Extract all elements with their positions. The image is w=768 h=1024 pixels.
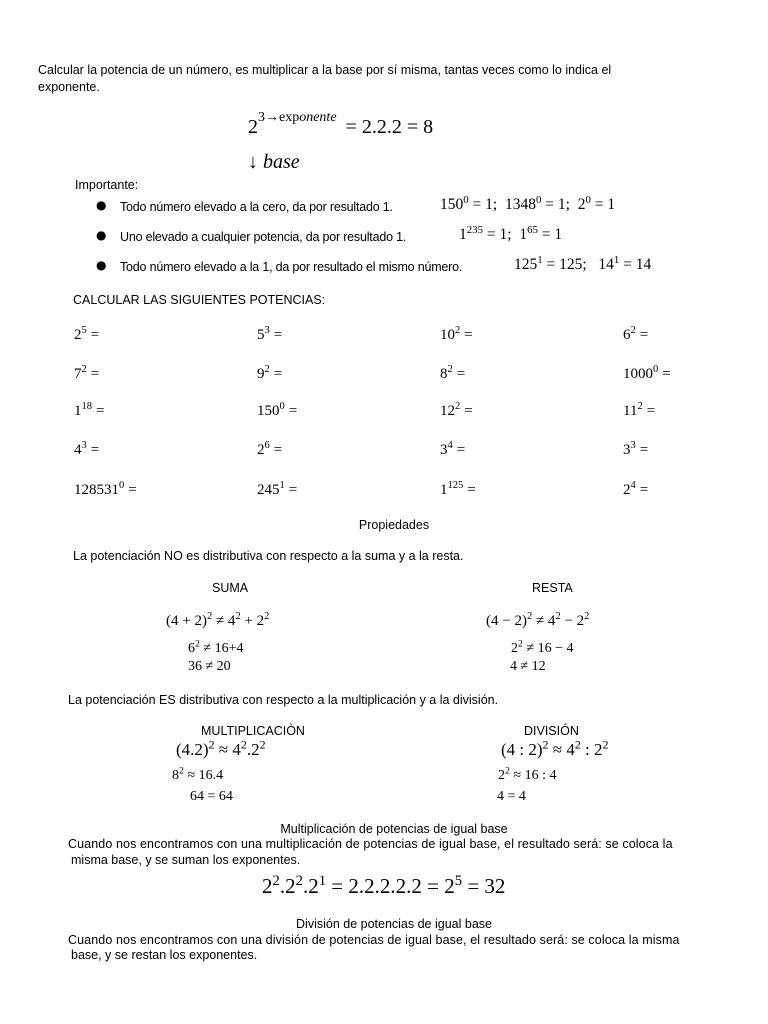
- ejercicio-item: [440, 403, 473, 420]
- no-distributiva-text: La potenciación NO es distributiva con respecto a la suma y a la resta.: [73, 549, 464, 563]
- math-base: 125: [514, 256, 538, 273]
- math-exp: 0: [535, 193, 542, 206]
- ejercicio-item: [257, 442, 282, 459]
- ejercicio-item: [74, 403, 104, 420]
- ejercicio-item: [257, 403, 297, 420]
- resta-line-2: [511, 638, 574, 657]
- importante-bullet-3-text: Todo número elevado a la 1, da por resultado el mismo número.: [120, 260, 463, 274]
- ejercicio-item: [440, 442, 465, 459]
- ejercicio-exp: 2: [455, 325, 461, 336]
- ejercicio-equals: =: [96, 403, 105, 419]
- ejercicio-equals: =: [464, 327, 473, 343]
- ejercicio-item: [74, 442, 99, 459]
- main-formula-exp-italic: onente: [299, 110, 337, 126]
- bullet-dot-icon: ●: [96, 258, 107, 272]
- math-exp: 2: [542, 737, 549, 752]
- math-exp: 2: [555, 611, 561, 622]
- importante-bullet-1-math: [440, 193, 616, 214]
- suma-line-1: [166, 613, 269, 630]
- ejercicio-base: 128531: [74, 482, 119, 498]
- ejercicio-base: 6: [623, 327, 631, 343]
- main-formula-exp: 3→exp: [258, 110, 300, 126]
- ejercicio-equals: =: [464, 403, 473, 419]
- ejercicio-equals: =: [90, 366, 100, 382]
- importante-bullet-2-text: Uno elevado a cualquier potencia, da por resultado 1.: [120, 230, 407, 244]
- math-exp: 0: [585, 193, 591, 206]
- ejercicio-base: 150: [257, 403, 280, 419]
- ejercicios-title: CALCULAR LAS SIGUIENTES POTENCIAS:: [73, 293, 326, 307]
- math-exp: 5: [454, 873, 463, 889]
- math-exp: 2: [574, 737, 581, 752]
- math-exp: 2: [602, 737, 609, 752]
- propiedades-title: Propiedades: [358, 518, 430, 532]
- ejercicio-exp: 0: [653, 364, 659, 375]
- ejercicio-exp: 125: [447, 480, 464, 491]
- math-exp: 2: [259, 737, 266, 752]
- importante-bullet-1-text: Todo número elevado a la cero, da por resultado 1.: [120, 200, 393, 214]
- base-label-line: [248, 151, 300, 174]
- ejercicio-equals: =: [662, 366, 671, 382]
- mult-igual-base-line-2: misma base, y se suman los exponentes.: [71, 853, 301, 867]
- ejercicio-exp: 3: [264, 325, 270, 336]
- ejercicio-item: [74, 366, 99, 383]
- math-part: (4 + 2): [166, 613, 207, 629]
- ejercicio-item: [440, 327, 473, 344]
- ejercicio-base: 2: [257, 442, 265, 458]
- ejercicio-exp: 2: [637, 401, 643, 412]
- math-exp: 0: [463, 193, 469, 206]
- ejercicio-base: 1: [440, 482, 448, 498]
- math-part: (4.2): [176, 740, 209, 759]
- ejercicio-item: [257, 366, 282, 383]
- math-exp: 65: [527, 223, 538, 236]
- math-exp: 2: [195, 638, 200, 650]
- math-exp: 2: [518, 638, 523, 650]
- division-line-2: [498, 765, 557, 784]
- multiplicacion-line-1: [176, 737, 266, 760]
- ejercicio-exp: 2: [447, 364, 453, 375]
- ejercicio-item: [623, 327, 648, 344]
- main-formula: [248, 110, 434, 139]
- ejercicio-equals: =: [288, 403, 298, 419]
- math-rest: = 1;: [468, 196, 498, 213]
- math-rest: = 14: [619, 256, 652, 273]
- math-part: ≠ 4: [532, 613, 556, 629]
- math-exp: 2: [505, 765, 510, 777]
- math-part: + 2: [240, 613, 265, 629]
- math-exp: 2: [272, 873, 280, 889]
- importante-bullet-3-math: [514, 253, 652, 274]
- ejercicio-exp: 1: [279, 480, 285, 491]
- ejercicio-exp: 6: [264, 440, 270, 451]
- importante-title: Importante:: [75, 178, 139, 192]
- math-base: 2: [577, 196, 586, 213]
- ejercicio-item: [623, 442, 648, 459]
- math-exp: 2: [295, 873, 303, 889]
- math-exp: 2: [584, 611, 590, 622]
- math-part: = 32: [462, 874, 506, 898]
- ejercicio-exp: 0: [279, 401, 285, 412]
- ejercicio-base: 1: [74, 403, 82, 419]
- suma-line-2: [188, 638, 244, 657]
- es-distributiva-text: La potenciación ES distributiva con respecto a la multiplicación y a la división.: [68, 693, 499, 707]
- ejercicio-equals: =: [128, 482, 137, 498]
- ejercicio-base: 10: [440, 327, 455, 343]
- ejercicio-base: 8: [440, 366, 448, 382]
- ejercicio-exp: 4: [630, 480, 636, 491]
- math-base: 14: [598, 256, 614, 273]
- ejercicio-equals: =: [456, 366, 466, 382]
- ejercicio-exp: 5: [81, 325, 87, 336]
- suma-line-3: 36 ≠ 20: [188, 659, 231, 674]
- down-arrow-icon: ↓: [248, 151, 258, 173]
- math-exp: 2: [208, 737, 215, 752]
- bullet-dot-icon: ●: [96, 228, 107, 242]
- ejercicio-item: [623, 482, 648, 499]
- ejercicio-exp: 4: [447, 440, 453, 451]
- ejercicio-base: 9: [257, 366, 265, 382]
- div-igual-base-title: División de potencias de igual base: [296, 917, 492, 931]
- division-line-3: 4 = 4: [497, 789, 526, 804]
- division-label: DIVISIÓN: [524, 724, 579, 738]
- ejercicio-equals: =: [90, 442, 100, 458]
- ejercicio-item: [74, 327, 99, 344]
- ejercicio-base: 3: [440, 442, 448, 458]
- math-exp: 1: [537, 253, 543, 266]
- math-part: ≈ 16.4: [183, 768, 224, 783]
- math-part: 2: [511, 641, 518, 656]
- math-rest: = 125;: [542, 256, 587, 273]
- math-part: .2: [279, 874, 296, 898]
- math-exp: 2: [264, 611, 270, 622]
- ejercicio-base: 7: [74, 366, 82, 382]
- ejercicio-base: 245: [257, 482, 280, 498]
- math-part: ≈ 16 : 4: [509, 768, 557, 783]
- math-part: ≠ 16+4: [199, 641, 244, 656]
- ejercicio-equals: =: [288, 482, 298, 498]
- importante-bullet-2-math: [459, 223, 563, 244]
- math-base: 1: [459, 226, 467, 243]
- math-exp: 2: [240, 737, 247, 752]
- resta-line-1: [486, 613, 589, 630]
- math-part: 2: [498, 768, 505, 783]
- intro-line-2: exponente.: [38, 80, 100, 94]
- bullet-dot-icon: ●: [96, 198, 107, 212]
- resta-label: RESTA: [532, 581, 573, 595]
- math-part: .2: [246, 740, 260, 759]
- base-label: base: [263, 151, 300, 173]
- math-part: 2: [262, 874, 273, 898]
- math-exp: 1: [613, 253, 620, 266]
- ejercicio-item: [257, 327, 282, 344]
- math-exp: 1: [318, 873, 327, 889]
- ejercicio-item: [257, 482, 297, 499]
- ejercicio-base: 1000: [623, 366, 653, 382]
- ejercicio-item: [440, 482, 476, 499]
- mult-igual-base-title: Multiplicación de potencias de igual base: [280, 822, 508, 836]
- ejercicio-equals: =: [639, 442, 649, 458]
- math-rest: = 1: [537, 226, 563, 243]
- ejercicio-exp: 18: [81, 401, 92, 412]
- ejercicio-equals: =: [646, 403, 656, 419]
- math-part: : 2: [580, 740, 603, 759]
- ejercicio-equals: =: [273, 366, 283, 382]
- math-part: − 2: [560, 613, 585, 629]
- suma-label: SUMA: [212, 581, 249, 595]
- ejercicio-base: 4: [74, 442, 82, 458]
- math-exp: 2: [206, 611, 213, 622]
- ejercicio-exp: 3: [81, 440, 87, 451]
- ejercicio-base: 3: [623, 442, 631, 458]
- ejercicio-item: [623, 366, 671, 383]
- math-part: .2: [302, 874, 319, 898]
- math-part: ≠ 4: [212, 613, 236, 629]
- ejercicio-equals: =: [90, 327, 100, 343]
- ejercicio-equals: =: [467, 482, 476, 498]
- ejercicio-equals: =: [273, 442, 283, 458]
- intro-line-1: Calcular la potencia de un número, es multiplicar a la base por sí misma, tantas veces como lo indica el: [38, 63, 612, 77]
- ejercicio-exp: 2: [455, 401, 461, 412]
- div-igual-base-line-1: Cuando nos encontramos con una división de potencias de igual base, el resultado será: se coloca la misma: [68, 933, 680, 947]
- ejercicio-equals: =: [639, 482, 649, 498]
- ejercicio-base: 2: [74, 327, 82, 343]
- multiplicacion-line-2: [172, 765, 224, 784]
- math-part: = 2.2.2.2.2 = 2: [326, 874, 455, 898]
- math-base: 1: [519, 226, 528, 243]
- main-formula-base: 2: [248, 116, 258, 138]
- mult-igual-base-formula: [262, 874, 505, 899]
- math-part: 6: [188, 641, 195, 656]
- math-part: ≈ 4: [548, 740, 575, 759]
- math-rest: = 1;: [541, 196, 570, 213]
- multiplicacion-line-3: 64 = 64: [190, 789, 233, 804]
- math-base: 150: [440, 196, 464, 213]
- ejercicio-exp: 0: [119, 480, 125, 491]
- math-base: 1348: [504, 196, 536, 213]
- math-rest: = 1: [590, 196, 616, 213]
- math-part: ≈ 4: [214, 740, 241, 759]
- ejercicio-exp: 2: [264, 364, 270, 375]
- math-exp: 2: [235, 611, 241, 622]
- math-part: (4 : 2): [501, 740, 543, 759]
- math-rest: = 1;: [483, 226, 512, 243]
- math-exp: 235: [466, 223, 484, 236]
- multiplicacion-label: MULTIPLICACIÒN: [201, 724, 305, 738]
- div-igual-base-line-2: base, y se restan los exponentes.: [71, 948, 258, 962]
- ejercicio-item: [74, 482, 137, 499]
- ejercicio-equals: =: [273, 327, 283, 343]
- ejercicio-exp: 3: [630, 440, 636, 451]
- ejercicio-exp: 2: [81, 364, 87, 375]
- ejercicio-base: 5: [257, 327, 265, 343]
- mult-igual-base-line-1: Cuando nos encontramos con una multiplicación de potencias de igual base, el resultado será: se coloca la: [68, 837, 673, 851]
- math-exp: 2: [179, 765, 184, 777]
- ejercicio-item: [623, 403, 655, 420]
- ejercicio-base: 11: [623, 403, 638, 419]
- ejercicio-item: [440, 366, 465, 383]
- resta-line-3: 4 ≠ 12: [510, 659, 546, 674]
- math-part: ≠ 16 − 4: [522, 641, 574, 656]
- ejercicio-base: 12: [440, 403, 455, 419]
- main-formula-result: = 2.2.2 = 8: [345, 116, 434, 138]
- math-part: (4 − 2): [486, 613, 527, 629]
- ejercicio-equals: =: [639, 327, 649, 343]
- ejercicio-exp: 2: [630, 325, 636, 336]
- math-exp: 2: [526, 611, 533, 622]
- ejercicio-equals: =: [456, 442, 466, 458]
- math-part: 8: [172, 768, 179, 783]
- division-line-1: [501, 737, 609, 760]
- ejercicio-base: 2: [623, 482, 631, 498]
